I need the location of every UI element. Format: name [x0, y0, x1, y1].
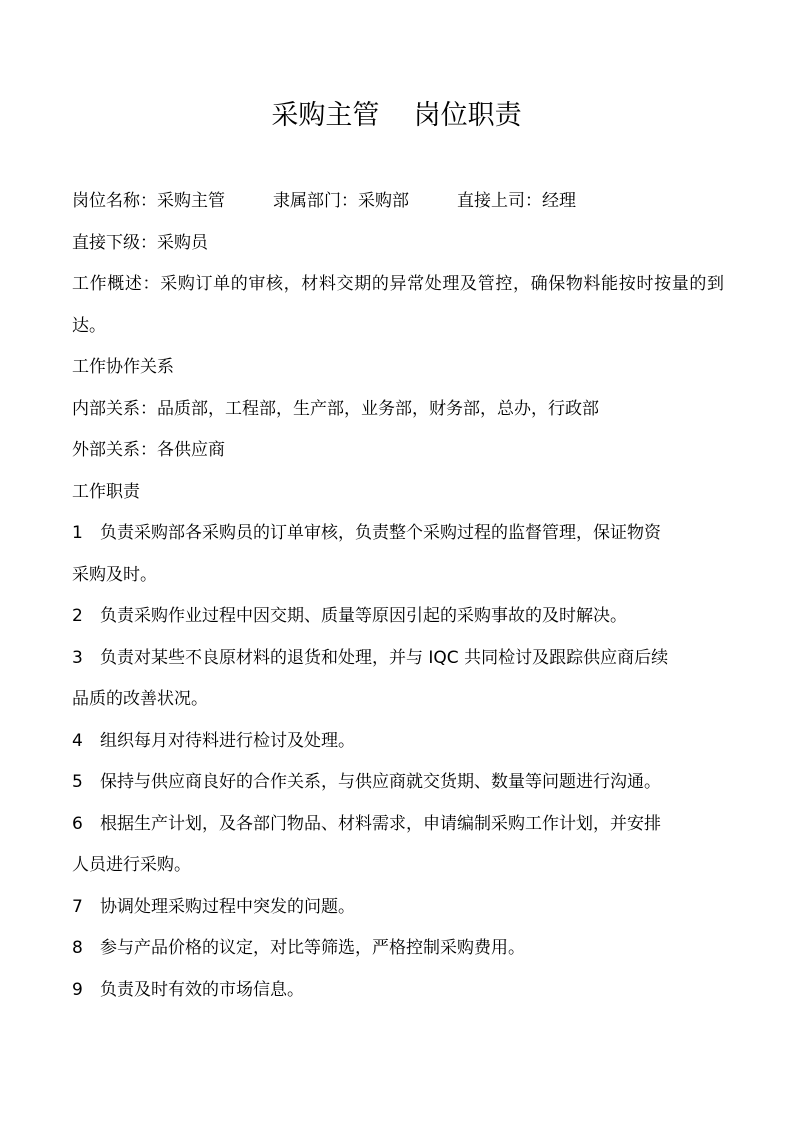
duty-text: 保持与供应商良好的合作关系，与供应商就交货期、数量等问题进行沟通。 — [100, 772, 661, 792]
document-body — [72, 181, 724, 1011]
duty-item — [72, 970, 724, 1012]
duty-number: 2 — [72, 606, 83, 626]
duty-number: 9 — [72, 979, 83, 1000]
duty-continuation: 品质的改善状况。 — [72, 689, 208, 709]
duty-item — [72, 762, 724, 804]
duty-continuation: 人员进行采购。 — [72, 855, 191, 875]
duty-item — [72, 887, 724, 929]
duty-text: 负责对某些不良原材料的退货和处理，并与 IQC 共同检讨及跟踪供应商后续 — [100, 647, 669, 668]
duties-heading: 工作职责 — [72, 481, 140, 502]
duty-text: 负责采购部各采购员的订单审核，负责整个采购过程的监督管理，保证物资 — [100, 523, 661, 543]
job-overview: 工作概述：采购订单的审核，材料交期的异常处理及管控，确保物料能按时按量的到达。 — [72, 274, 724, 336]
duty-item — [72, 804, 724, 887]
direct-supervisor: 直接上司：经理 — [457, 191, 576, 211]
duty-text: 参与产品价格的议定，对比等筛选，严格控制采购费用。 — [100, 938, 525, 958]
duty-number: 5 — [72, 772, 83, 792]
duty-item — [72, 721, 724, 763]
duty-number: 6 — [72, 813, 83, 834]
internal-relations: 内部关系：品质部，工程部，生产部，业务部，财务部，总办，行政部 — [72, 398, 599, 419]
duty-item — [72, 638, 724, 721]
job-meta-line — [72, 181, 724, 223]
cooperation-heading: 工作协作关系 — [72, 357, 174, 377]
external-relations: 外部关系：各供应商 — [72, 440, 225, 460]
duty-item — [72, 513, 724, 596]
page-title: 采购主管 岗位职责 — [271, 100, 522, 131]
duty-number: 1 — [72, 523, 83, 543]
duty-text: 负责采购作业过程中因交期、质量等原因引起的采购事故的及时解决。 — [100, 606, 627, 626]
direct-subordinate: 直接下级：采购员 — [72, 232, 208, 253]
duty-text: 组织每月对待料进行检讨及处理。 — [100, 730, 355, 751]
duty-number: 4 — [72, 730, 83, 751]
department: 隶属部门：采购部 — [273, 191, 409, 211]
duty-text: 根据生产计划，及各部门物品、材料需求，申请编制采购工作计划，并安排 — [100, 813, 661, 834]
duty-text: 协调处理采购过程中突发的问题。 — [100, 896, 355, 917]
duty-item — [72, 596, 724, 638]
duty-item — [72, 928, 724, 970]
duty-continuation: 采购及时。 — [72, 564, 157, 585]
duty-number: 3 — [72, 647, 83, 668]
position-name: 岗位名称：采购主管 — [72, 191, 225, 211]
duty-text: 负责及时有效的市场信息。 — [100, 979, 304, 1000]
duty-number: 7 — [72, 896, 83, 917]
duty-number: 8 — [72, 938, 83, 958]
duty-list — [72, 513, 724, 1011]
